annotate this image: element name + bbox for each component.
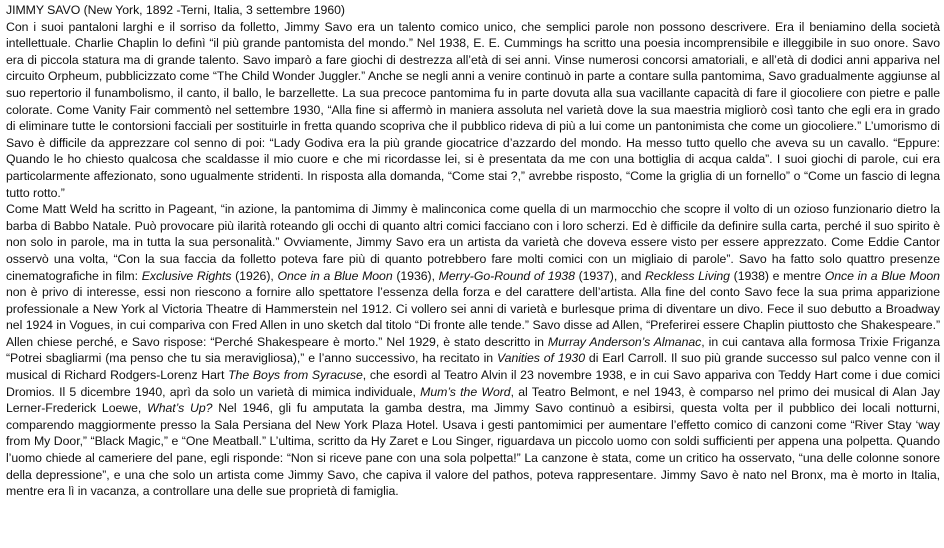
paragraph-2-text: (1926), [231, 268, 278, 283]
document-heading: JIMMY SAVO (New York, 1892 -Terni, Italia, 3 settembre 1960) [6, 3, 345, 17]
show-title-mums-the-word: Mum’s the Word [420, 384, 511, 399]
show-title-boys-from-syracuse: The Boys from Syracuse [228, 368, 363, 383]
show-title-vanities: Vanities of 1930 [496, 351, 585, 366]
film-title-once-in-a-blue-moon: Once in a Blue Moon [277, 268, 393, 283]
document-body [6, 2, 940, 500]
film-title-exclusive-rights: Exclusive Rights [141, 268, 232, 283]
paragraph-2-text: (1936), [392, 268, 439, 283]
paragraph-2-text: (1937), and [574, 268, 645, 283]
film-title-once-in-a-blue-moon: Once in a Blue Moon [824, 268, 940, 283]
paragraph-2-text: (1938) e mentre [729, 268, 825, 283]
paragraph-2 [6, 201, 940, 500]
paragraph-2-text: , in cui cantava alla formosa Trixie Friganza “Potrei sbagliarmi (ma penso che tu sia meravigliosa),” e l’anno successivo, ha recitato in [6, 334, 940, 366]
paragraph-2-text: Nel 1946, gli fu amputata la gamba destra, ma Jimmy Savo continuò a esibirsi, questa volta per il pubblico dei locali notturni, comparendo maggiormente presso la Sala Persiana del New York Plaza Hotel. Usava i gesti pantomimici per aumentare l’effetto comico di canzoni come “River Stay ‘way from My Door,” “Black Magic,” e “One Meatball.” L’ultima, scritto da Hy Zaret e Lou Singer, riguardava un piccolo uomo con soldi sufficienti per appena una polpetta. Quando l’uomo chiede al cameriere del pane, egli risponde: “Non si riceve pane con una sola polpetta!” La canzone è stata, come un critico ha osservato, “una delle colonne sonore della depressione”, e una che solo un artista come Jimmy Savo, che capiva il valore del pathos, poteva rappresentare. Jimmy Savo è nato nel Bronx, ma è morto in Italia, mentre era lì in vacanza, a controllare una delle sue proprietà di famiglia. [6, 401, 940, 499]
paragraph-1: Con i suoi pantaloni larghi e il sorriso da folletto, Jimmy Savo era un talento comico unico, che semplici parole non possono descrivere. Era il beniamino della società intellettuale. Charlie Chaplin lo definì “il più grande pantomista del mondo.” Nel 1938, E. E. Cummings ha scritto una poesia incomprensibile e illeggibile in suo onore. Savo era di piccola statura ma di grande talento. Savo imparò a fare giochi di destrezza all’età di sei anni. Vinse numerosi concorsi amatoriali, e all’età di dodici anni appariva nel circuito Orpheum, pubblicizzato come “The Child Wonder Juggler.” Anche se negli anni a venire continuò in parte a contare sulla pantomima, Savo gradualmente aggiunse al suo repertorio il funambolismo, il canto, il ballo, le barzellette. La sua precoce pantomima fu in parte dovuta alla sua vacillante capacità di fare il giocoliere con pietre e palle colorate. Come Vanity Fair commentò nel settembre 1930, “Alla fine si affermò in maniera assoluta nel varietà dove la sua maestria migliorò così tanto che egli era in grado di eliminare tutte le contorsioni facciali per sostituirle in fretta quando scopriva che il pubblico rideva di più a lui come un pantonimista che come un giocoliere.” L’umorismo di Savo è difficile da apprezzare col senno di poi: “Lady Godiva era la più grande giocatrice d’azzardo del mondo. Ha messo tutto quello che aveva su un cavallo. “Eppure: Quando le ho chiesto qualcosa che scaldasse il mio cuore e che mi ricordasse lei, si è presentata da me con una bottiglia di acqua calda”. I suoi giochi di parole, cui era particolarmente affezionato, sono ugualmente stridenti. In risposta alla domanda, “Come stai ?,” avrebbe risposto, “Come la griglia di un fornello” o “Come un fascio di legna tutto rotto.” [6, 19, 940, 200]
paragraph-2-text: non è privo di interesse, essi non riescono a fornire allo spettatore l’essenza della forza e del carattere dell’artista. Alla fine del conto Savo fece la sua prima apparizione professionale a New York al Victoria Theatre di Hammerstein nel 1912. Ci vollero sei anni di varietà e burlesque prima di diventare un divo. Fece il suo debutto a Broadway nel 1924 in Vogues, in cui compariva con Fred Allen in uno sketch dal titolo “Di fronte alle tende.” Savo disse ad Allen, “Preferirei essere Chaplin piuttosto che Shakespeare.” Allen chiese perché, e Savo rispose: “Perché Shakespeare è morto.” Nel 1929, è stato descritto in [6, 285, 940, 349]
show-title-whats-up: What’s Up? [147, 401, 213, 416]
paragraph-2-text: Come Matt Weld ha scritto in Pageant, “in azione, la pantomima di Jimmy è malinconica come quella di un marmocchio che scopre il volto di un ozioso funzionario dietro la barba di Babbo Natale. Può provocare più ilarità roteando gli occhi di quanto altri comici facciano con i loro scherzi. Ed è difficile da definire sulla carta, perché il suo spirito è non solo in parole, ma in tutta la sua personalità.” Ovviamente, Jimmy Savo era un artista da varietà che doveva essere visto per essere apprezzato. Come Eddie Cantor osservò una volta, “Con la sua faccia da folletto poteva fare più di quanto potrebbero fare molti comici con un migliaio di parole”. Savo ha fatto solo quattro presenze cinematografiche in film: [6, 202, 940, 283]
paragraph-2-text: di Earl Carroll. Il suo più grande successo sul palco venne con il musical di Richard Rodgers-Lorenz Hart [6, 351, 941, 383]
film-title-merry-go-round: Merry-Go-Round of 1938 [438, 268, 575, 283]
show-title-almanac: Murray Anderson’s Almanac [547, 334, 702, 349]
film-title-reckless-living: Reckless Living [644, 268, 730, 283]
paragraph-2-text: , che esordì al Teatro Alvin il 23 novembre 1938, e in cui Savo appariva con Teddy Hart come i due comici Dromios. Il 5 dicembre 1940, aprì da solo un varietà di mimica individuale, [6, 368, 940, 399]
paragraph-2-text: , al Teatro Belmont, e nel 1943, è comparso nel primo dei musical di Alan Jay Lerner-Frederick Loewe, [6, 384, 940, 416]
